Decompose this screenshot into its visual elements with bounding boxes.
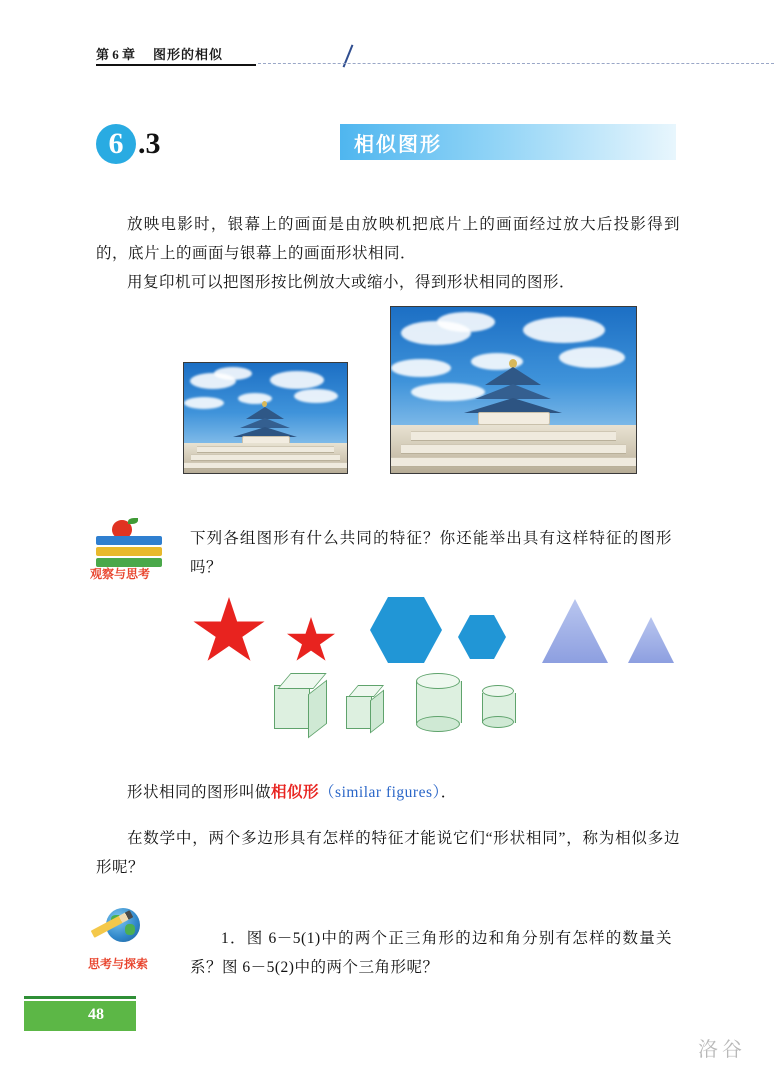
page-number: 48: [88, 1006, 104, 1023]
intro-paragraph-1: 放映电影时，银幕上的画面是由放映机把底片上的画面经过放大后投影得到的，底片上的画面与银幕上的画面形状相同．: [96, 216, 680, 262]
section-number-circle: 6: [96, 124, 136, 164]
temple-roof-mid: [475, 384, 551, 399]
shape-cylinder-small: [482, 685, 520, 731]
definition-english-term: （similar figures）: [319, 784, 441, 801]
cloud-shape: [559, 347, 625, 368]
question-paragraph: 在数学中，两个多边形具有怎样的特征才能说它们“形状相同”，称为相似多边形呢？: [96, 830, 680, 876]
photo-temple-large: [390, 306, 637, 474]
photo-temple-small: [183, 362, 348, 474]
terrace-tier: [191, 454, 341, 461]
cloud-shape: [294, 389, 338, 403]
cloud-shape: [523, 317, 605, 343]
cloud-shape: [437, 312, 495, 332]
section-title-text: 相似图形: [354, 134, 442, 156]
terrace-tier: [391, 457, 636, 467]
watermark: 洛谷: [698, 1039, 746, 1061]
shape-cylinder-large: [416, 673, 466, 731]
terrace-tier: [184, 462, 347, 469]
shape-triangle-large: [542, 599, 608, 663]
header-underline: [96, 64, 256, 66]
page-header: [96, 44, 696, 72]
shape-hexagon-large: [370, 597, 442, 663]
definition-prefix: 形状相同的图形叫做: [127, 784, 272, 801]
observe-icon-caption: 观察与思考: [90, 567, 151, 581]
globe-land-shape: [125, 924, 135, 935]
footer-rule: [24, 996, 136, 999]
apple-leaf-icon: [128, 518, 138, 524]
header-chapter-title: 图形的相似: [153, 47, 224, 62]
book-icon: [96, 547, 162, 556]
cylinder-bottom-ellipse: [482, 716, 514, 728]
cloud-shape: [214, 367, 252, 380]
terrace-tier: [401, 444, 626, 454]
header-slash-decoration: [336, 44, 362, 68]
cylinder-bottom-ellipse: [416, 716, 460, 732]
observe-icon: [90, 518, 176, 580]
cloud-shape: [391, 359, 451, 377]
section-title-band: [340, 124, 676, 160]
cloud-shape: [270, 371, 324, 389]
terrace-tier: [197, 446, 334, 453]
shape-prism-small: [346, 685, 390, 729]
cylinder-top-ellipse: [482, 685, 514, 697]
terrace-tier: [411, 431, 617, 441]
definition-term: 相似形: [271, 784, 320, 801]
shapes-figure-group: [96, 585, 680, 745]
header-label: [96, 44, 223, 63]
cylinder-top-ellipse: [416, 673, 460, 689]
footer-bar: [24, 1001, 136, 1031]
temple-roof-top: [485, 367, 541, 385]
shape-prism-large: [274, 673, 334, 729]
explore-item-1: 1．图 6－5(1)中的两个正三角形的边和角分别有怎样的数量关系？图 6－5(2)中的两个三角形呢？: [190, 930, 672, 976]
observe-paragraph: 下列各组图形有什么共同的特征？你还能举出具有这样特征的图形吗？: [190, 530, 672, 576]
shape-star-large: [192, 597, 266, 667]
intro-paragraph-2: 用复印机可以把图形按比例放大或缩小，得到形状相同的图形．: [127, 274, 576, 291]
prism-front-face: [346, 696, 372, 729]
book-icon: [96, 536, 162, 545]
shape-hexagon-small: [458, 615, 506, 659]
section-number-rest: .3: [138, 127, 161, 160]
cloud-shape: [184, 397, 224, 409]
shape-triangle-small: [628, 617, 674, 663]
header-dashed-rule: [258, 63, 774, 64]
section-number: [96, 120, 161, 168]
shape-star-small: [286, 617, 336, 665]
definition-suffix: ．: [440, 784, 457, 801]
explore-icon: [88, 908, 174, 970]
definition-paragraph: [96, 778, 680, 807]
prism-front-face: [274, 685, 310, 729]
temple-base: [478, 412, 550, 425]
header-chapter-number: 第 6 章: [96, 47, 136, 62]
explore-icon-caption: 思考与探索: [88, 957, 149, 971]
temple-roof-bottom: [464, 398, 562, 413]
